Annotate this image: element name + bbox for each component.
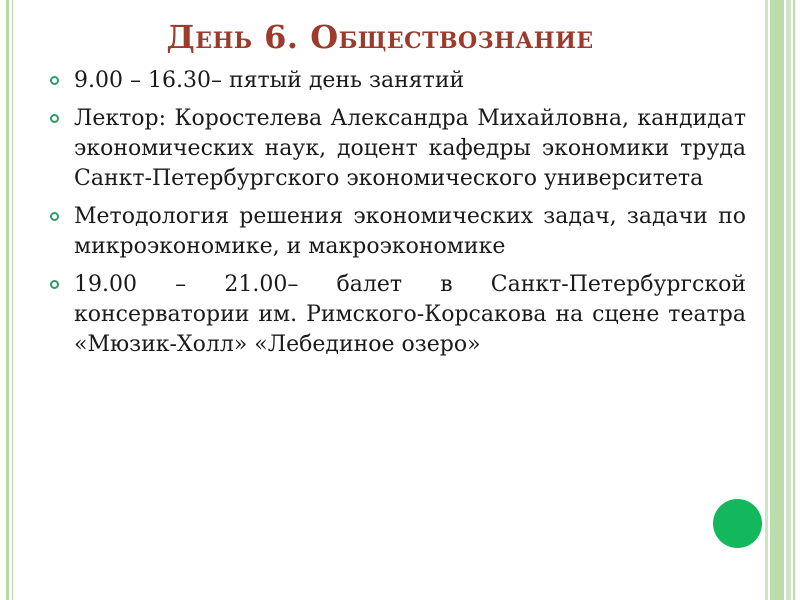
- bullet-item-ballet: [48, 270, 746, 360]
- left-border-line: [6, 0, 9, 600]
- bullet-text: Лектор: Коростелева Александра Михайловна, кандидат экономических наук, доцент кафедры экономики труда Санкт-Петербургского экономического университета: [74, 106, 746, 191]
- slide-title: День 6. Обществознание: [166, 18, 594, 56]
- bullet-list: [48, 66, 746, 368]
- bullet-circle-icon: [50, 212, 59, 221]
- bullet-text: Методология решения экономических задач, задачи по микроэкономике, и макроэкономике: [74, 204, 746, 259]
- right-border-stripe: [793, 0, 795, 600]
- bullet-circle-icon: [50, 280, 59, 289]
- bullet-text: 19.00 – 21.00– балет в Санкт-Петербургской консерватории им. Римского-Корсакова на сцене театра «Мюзик-Холл» «Лебединое озеро»: [74, 272, 746, 357]
- bullet-circle-icon: [50, 114, 59, 123]
- right-border-stripe: [770, 0, 784, 600]
- bullet-item-schedule: [48, 66, 746, 96]
- right-border-stripe: [765, 0, 768, 600]
- bullet-circle-icon: [50, 76, 59, 85]
- right-border-stripe: [786, 0, 791, 600]
- bullet-text: 9.00 – 16.30– пятый день занятий: [74, 68, 465, 93]
- decorative-circle-icon: [713, 499, 762, 548]
- bullet-item-methodology: [48, 202, 746, 262]
- left-border-line-thin: [12, 0, 13, 600]
- bullet-item-lecturer: [48, 104, 746, 194]
